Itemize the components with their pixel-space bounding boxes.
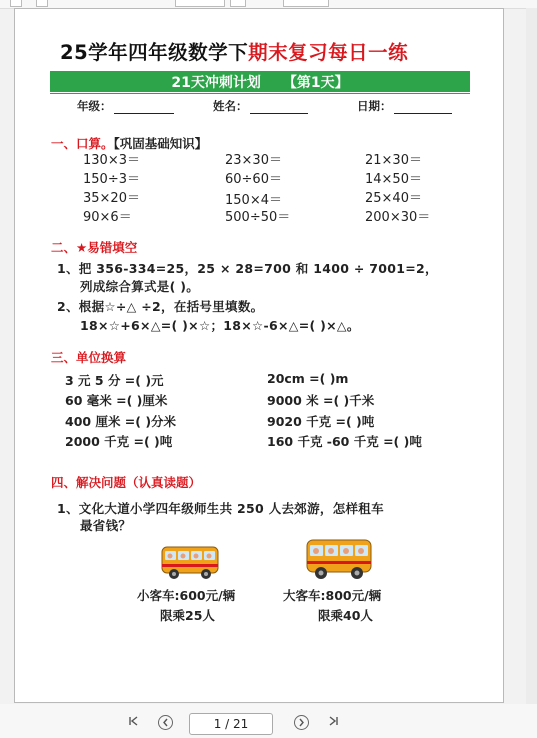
calc-item: 60÷60＝ (225, 172, 282, 187)
grade-field: 年级： (77, 98, 174, 114)
unit-item: 9020 千克 =( )吨 (267, 414, 375, 429)
question-2-2-line1: 2、根据☆÷△ ÷2，在括号里填数。 (57, 299, 264, 314)
question-4-1-line2: 最省钱？ (80, 518, 132, 533)
question-2-2-line2: 18×☆+6×△=( )×☆；18×☆-6×△=( )×△。 (80, 318, 360, 333)
section3-title: 三、单位换算 (51, 350, 127, 365)
unit-item: 20cm =( )m (267, 371, 349, 386)
calc-item: 14×50＝ (365, 172, 422, 187)
unit-item: 160 千克 -60 千克 =( )吨 (267, 434, 422, 449)
date-field: 日期： (357, 98, 452, 114)
banner-plan-text: 21天冲刺计划 (171, 74, 261, 91)
plan-banner (50, 71, 470, 92)
toolbar-button-4[interactable] (230, 0, 246, 7)
unit-item: 9000 米 =( )千米 (267, 393, 375, 408)
calc-item: 25×40＝ (365, 191, 422, 206)
grade-blank (114, 101, 174, 114)
big-bus-capacity: 限乘40人 (318, 608, 373, 623)
title-black: 25学年四年级数学下 (60, 41, 249, 64)
big-bus-icon (305, 537, 375, 581)
calc-item: 21×30＝ (365, 153, 422, 168)
name-field: 姓名： (213, 98, 308, 114)
info-fields (15, 98, 505, 118)
calc-item: 500÷50＝ (225, 210, 291, 225)
toolbar-button-1[interactable] (10, 0, 22, 7)
prev-page-icon[interactable] (158, 715, 173, 730)
small-bus-price: 小客车:600元/辆 (137, 588, 236, 603)
small-bus-capacity: 限乘25人 (160, 608, 215, 623)
calc-item: 150÷3＝ (83, 172, 140, 187)
unit-item: 400 厘米 =( )分米 (65, 414, 177, 429)
calc-item: 90×6＝ (83, 210, 132, 225)
next-page-icon[interactable] (294, 715, 309, 730)
page-number-input[interactable]: 1 / 21 (189, 713, 273, 735)
calc-item: 200×30＝ (365, 210, 431, 225)
toolbar-button-5[interactable] (283, 0, 329, 7)
banner-day-text: 【第1天】 (282, 74, 349, 91)
document-page (14, 8, 504, 703)
calc-item: 130×3＝ (83, 153, 140, 168)
small-bus-icon (160, 543, 222, 581)
section1-title: 一、口算。【巩固基础知识】 (51, 136, 208, 151)
date-blank (394, 101, 452, 114)
unit-item: 60 毫米 =( )厘米 (65, 393, 168, 408)
first-page-icon[interactable] (127, 715, 141, 729)
toolbar-button-2[interactable] (36, 0, 48, 7)
vertical-scrollbar[interactable] (526, 8, 537, 704)
page-title (60, 37, 408, 65)
page-navigation-bar (0, 704, 537, 738)
question-4-1-line1: 1、文化大道小学四年级师生共 250 人去郊游，怎样租车 (57, 501, 384, 516)
section2-title: 二、★易错填空 (51, 240, 138, 255)
toolbar-button-3[interactable] (175, 0, 225, 7)
section4-title: 四、解决问题（认真读题） (51, 475, 202, 490)
question-2-1-line2: 列成综合算式是( )。 (80, 279, 200, 294)
title-red: 期末复习每日一练 (248, 41, 409, 64)
unit-item: 2000 千克 =( )吨 (65, 434, 173, 449)
question-2-1-line1: 1、把 356-334=25，25 × 28=700 和 1400 ÷ 7001=2， (57, 261, 438, 276)
unit-item: 3 元 5 分 =( )元 (65, 373, 164, 388)
calc-item: 35×20＝ (83, 191, 140, 206)
calc-item: 150×4＝ (225, 193, 282, 208)
name-blank (250, 101, 308, 114)
calc-item: 23×30＝ (225, 153, 282, 168)
big-bus-price: 大客车:800元/辆 (283, 588, 382, 603)
last-page-icon[interactable] (326, 715, 340, 729)
